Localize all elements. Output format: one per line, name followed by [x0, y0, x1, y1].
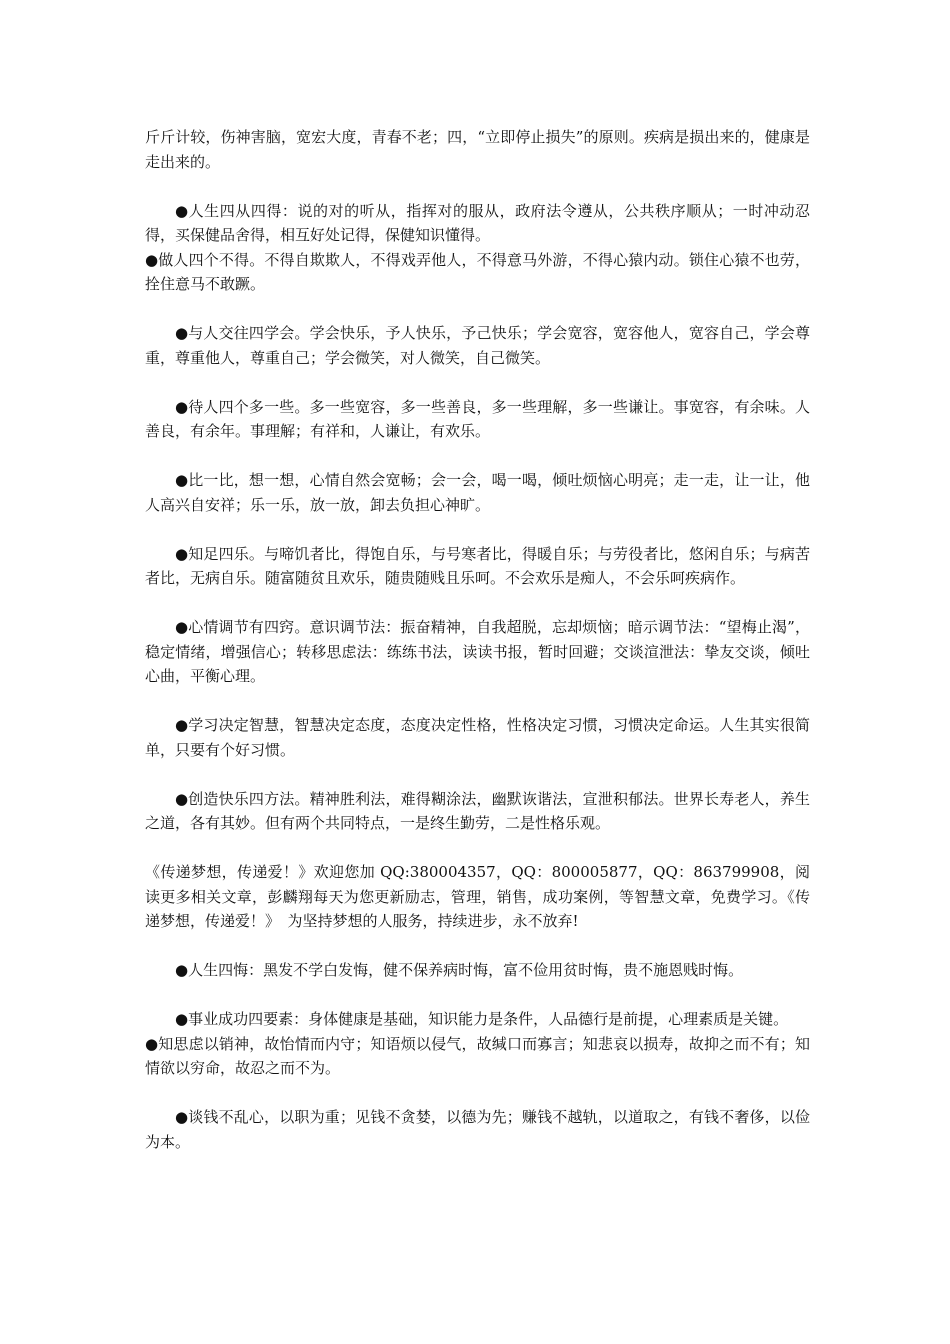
paragraph-1: 斤斤计较，伤神害脑，宽宏大度，青春不老；四，“立即停止损失”的原则。疾病是损出来的，健康是走出来的。: [145, 128, 810, 171]
paragraph-6: ●比一比，想一想，心情自然会宽畅；会一会，喝一喝，倾吐烦恼心明亮；走一走，让一让，他人高兴自安祥；乐一乐，放一放，卸去负担心神旷。: [145, 471, 810, 514]
paragraph-9: ●学习决定智慧，智慧决定态度，态度决定性格，性格决定习惯，习惯决定命运。人生其实很简单，只要有个好习惯。: [145, 716, 810, 759]
paragraph-13: ●事业成功四要素：身体健康是基础，知识能力是条件，人品德行是前提，心理素质是关键。: [175, 1010, 789, 1028]
paragraph-15: ●谈钱不乱心，以职为重；见钱不贪婪，以德为先；赚钱不越轨，以道取之，有钱不奢侈，以俭为本。: [145, 1108, 810, 1151]
paragraph-10: ●创造快乐四方法。精神胜利法，难得糊涂法，幽默诙谐法，宣泄积郁法。世界长寿老人，养生之道，各有其妙。但有两个共同特点，一是终生勤劳，二是性格乐观。: [145, 789, 810, 832]
paragraph-14: ●知思虑以销神，故怡情而内守；知语烦以侵气，故缄口而寡言；知悲哀以损寿，故抑之而不有；知情欲以穷命，故忍之而不为。: [145, 1034, 810, 1077]
paragraph-5: ●待人四个多一些。多一些宽容，多一些善良，多一些理解，多一些谦让。事宽容，有余味。人善良，有余年。事理解；有祥和，人谦让，有欢乐。: [145, 397, 810, 440]
paragraph-2: ●人生四从四得：说的对的听从，指挥对的服从，政府法令遵从，公共秩序顺从；一时冲动忍得，买保健品舍得，相互好处记得，保健知识懂得。: [145, 201, 810, 244]
paragraph-7: ●知足四乐。与啼饥者比，得饱自乐，与号寒者比，得暖自乐；与劳役者比，悠闲自乐；与病苦者比，无病自乐。随富随贫且欢乐，随贵随贱且乐呵。不会欢乐是痴人，不会乐呵疾病作。: [145, 544, 810, 587]
paragraph-4: ●与人交往四学会。学会快乐，予人快乐，予己快乐；学会宽容，宽容他人，宽容自己，学会尊重，尊重他人，尊重自己；学会微笑，对人微笑，自己微笑。: [145, 324, 810, 367]
paragraph-8: ●心情调节有四窍。意识调节法：振奋精神，自我超脱，忘却烦恼；暗示调节法：“望梅止渴”，稳定情绪，增强信心；转移思虑法：练练书法，读读书报，暂时回避；交谈渲泄法：挚友交谈，倾吐心曲，平衡心理。: [145, 618, 810, 685]
paragraph-3: ●做人四个不得。不得自欺欺人，不得戏弄他人，不得意马外游，不得心猿内动。锁住心猿不也劳，拴住意马不敢蹶。: [145, 250, 810, 293]
document-body: [145, 125, 810, 1154]
paragraph-12: ●人生四悔：黑发不学白发悔，健不保养病时悔，富不俭用贫时悔，贵不施恩贱时悔。: [175, 961, 744, 979]
paragraph-promo: 《传递梦想，传递爱！》欢迎您加 QQ:380004357，QQ：800005877，QQ：863799908，阅读更多相关文章，彭麟翔每天为您更新励志，管理，销售，成功案例，等智慧文章，免费学习。《传递梦想，传递爱！》 为坚持梦想的人服务，持续进步，永不放弃!: [145, 863, 810, 930]
